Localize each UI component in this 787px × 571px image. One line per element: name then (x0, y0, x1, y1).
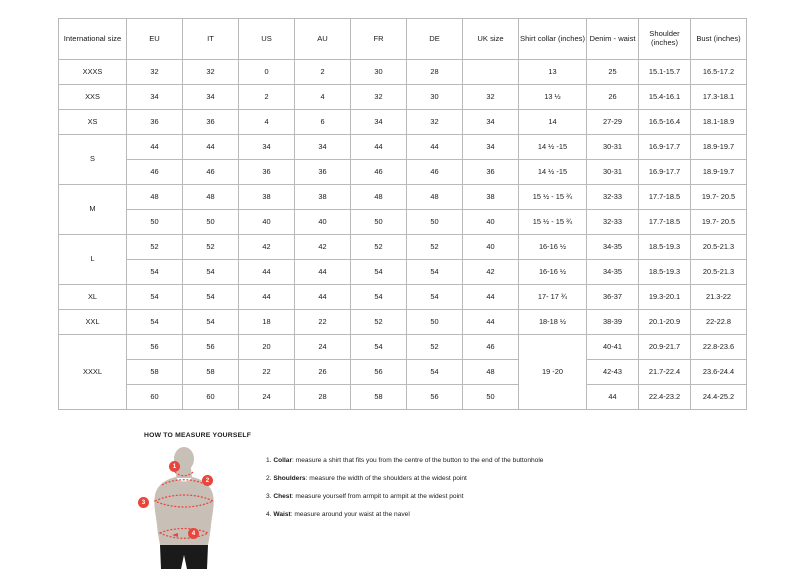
cell-bust: 17.3-18.1 (691, 85, 747, 110)
cell-shoulder: 17.7-18.5 (639, 210, 691, 235)
measurement-instructions-list (266, 445, 543, 529)
cell-shoulder: 17.7-18.5 (639, 185, 691, 210)
cell-fr: 44 (351, 135, 407, 160)
cell-de: 54 (407, 260, 463, 285)
cell-fr: 54 (351, 335, 407, 360)
cell-shirt-collar: 14 ½ -15 (519, 160, 587, 185)
cell-shoulder: 18.5-19.3 (639, 235, 691, 260)
cell-eu: 32 (127, 60, 183, 85)
cell-au: 28 (295, 385, 351, 410)
cell-shirt-collar: 16-16 ½ (519, 260, 587, 285)
cell-au: 24 (295, 335, 351, 360)
cell-international-size: L (59, 235, 127, 285)
cell-uk-size: 36 (463, 160, 519, 185)
cell-denim-waist: 34-35 (587, 260, 639, 285)
table-row (59, 135, 747, 160)
cell-eu: 44 (127, 135, 183, 160)
cell-it: 52 (183, 235, 239, 260)
cell-us: 36 (239, 160, 295, 185)
callout-marker-4: 4 (188, 528, 199, 539)
cell-uk-size: 40 (463, 235, 519, 260)
column-header-shirt-collar: Shirt collar (inches) (519, 19, 587, 60)
cell-fr: 56 (351, 360, 407, 385)
cell-de: 44 (407, 135, 463, 160)
torso-illustration-icon (144, 445, 254, 571)
cell-denim-waist: 42-43 (587, 360, 639, 385)
column-header-uk-size: UK size (463, 19, 519, 60)
table-header-row (59, 19, 747, 60)
cell-bust: 18.9-19.7 (691, 160, 747, 185)
column-header-au: AU (295, 19, 351, 60)
cell-eu: 50 (127, 210, 183, 235)
cell-shirt-collar: 17- 17 ¾ (519, 285, 587, 310)
cell-us: 38 (239, 185, 295, 210)
cell-fr: 54 (351, 260, 407, 285)
cell-fr: 30 (351, 60, 407, 85)
cell-uk-size: 34 (463, 135, 519, 160)
cell-denim-waist: 34-35 (587, 235, 639, 260)
cell-au: 44 (295, 260, 351, 285)
cell-au: 38 (295, 185, 351, 210)
cell-fr: 58 (351, 385, 407, 410)
cell-au: 42 (295, 235, 351, 260)
cell-us: 44 (239, 285, 295, 310)
table-row (59, 235, 747, 260)
cell-international-size: XXXS (59, 60, 127, 85)
callout-marker-3: 3 (138, 497, 149, 508)
cell-uk-size: 44 (463, 285, 519, 310)
cell-shoulder: 16.5-16.4 (639, 110, 691, 135)
cell-it: 44 (183, 135, 239, 160)
cell-fr: 46 (351, 160, 407, 185)
cell-de: 48 (407, 185, 463, 210)
cell-us: 20 (239, 335, 295, 360)
cell-shoulder: 21.7-22.4 (639, 360, 691, 385)
cell-international-size: XL (59, 285, 127, 310)
instruction-text: : measure around your waist at the navel (290, 510, 410, 518)
cell-uk-size: 34 (463, 110, 519, 135)
cell-de: 30 (407, 85, 463, 110)
cell-it: 56 (183, 335, 239, 360)
measurement-instruction (266, 475, 543, 484)
column-header-denim-waist: Denim - waist (587, 19, 639, 60)
cell-international-size: S (59, 135, 127, 185)
cell-it: 54 (183, 310, 239, 335)
column-header-us: US (239, 19, 295, 60)
instruction-text: : measure the width of the shoulders at the widest point (305, 474, 467, 482)
cell-bust: 22.8-23.6 (691, 335, 747, 360)
cell-shoulder: 18.5-19.3 (639, 260, 691, 285)
cell-it: 58 (183, 360, 239, 385)
cell-international-size: XXS (59, 85, 127, 110)
cell-uk-size: 50 (463, 385, 519, 410)
cell-denim-waist: 44 (587, 385, 639, 410)
cell-bust: 22-22.8 (691, 310, 747, 335)
cell-uk-size: 44 (463, 310, 519, 335)
cell-it: 32 (183, 60, 239, 85)
cell-shirt-collar: 13 ½ (519, 85, 587, 110)
instruction-term: Waist (273, 510, 291, 518)
cell-uk-size: 32 (463, 85, 519, 110)
cell-denim-waist: 30-31 (587, 135, 639, 160)
table-row (59, 260, 747, 285)
cell-au: 26 (295, 360, 351, 385)
cell-bust: 24.4-25.2 (691, 385, 747, 410)
cell-bust: 19.7- 20.5 (691, 185, 747, 210)
cell-au: 34 (295, 135, 351, 160)
instruction-term: Chest (273, 492, 292, 500)
cell-us: 22 (239, 360, 295, 385)
cell-de: 56 (407, 385, 463, 410)
cell-de: 50 (407, 210, 463, 235)
cell-fr: 52 (351, 310, 407, 335)
cell-us: 24 (239, 385, 295, 410)
cell-denim-waist: 27-29 (587, 110, 639, 135)
cell-shirt-collar: 15 ½ - 15 ¾ (519, 185, 587, 210)
cell-fr: 32 (351, 85, 407, 110)
column-header-it: IT (183, 19, 239, 60)
cell-international-size: XS (59, 110, 127, 135)
cell-shirt-collar: 16-16 ½ (519, 235, 587, 260)
cell-international-size: XXXL (59, 335, 127, 410)
cell-de: 52 (407, 235, 463, 260)
cell-it: 46 (183, 160, 239, 185)
cell-au: 2 (295, 60, 351, 85)
cell-it: 60 (183, 385, 239, 410)
table-body (59, 60, 747, 410)
instruction-text: : measure a shirt that fits you from the centre of the button to the end of the buttonhole (292, 457, 544, 464)
table-row (59, 160, 747, 185)
cell-shirt-collar: 13 (519, 60, 587, 85)
cell-us: 4 (239, 110, 295, 135)
cell-au: 6 (295, 110, 351, 135)
column-header-eu: EU (127, 19, 183, 60)
cell-it: 34 (183, 85, 239, 110)
callout-marker-1: 1 (169, 461, 180, 472)
how-to-measure-body (141, 445, 744, 571)
cell-us: 44 (239, 260, 295, 285)
table-row (59, 210, 747, 235)
cell-au: 40 (295, 210, 351, 235)
size-chart-container (58, 18, 741, 410)
table-row (59, 335, 747, 360)
cell-us: 2 (239, 85, 295, 110)
cell-us: 34 (239, 135, 295, 160)
cell-us: 40 (239, 210, 295, 235)
cell-shoulder: 16.9-17.7 (639, 160, 691, 185)
instruction-term: Collar (273, 457, 293, 464)
cell-denim-waist: 32-33 (587, 210, 639, 235)
table-row (59, 110, 747, 135)
cell-bust: 21.3-22 (691, 285, 747, 310)
cell-denim-waist: 32-33 (587, 185, 639, 210)
cell-de: 54 (407, 285, 463, 310)
measurement-instruction (266, 493, 543, 502)
cell-shoulder: 20.1-20.9 (639, 310, 691, 335)
table-row (59, 60, 747, 85)
cell-uk-size: 40 (463, 210, 519, 235)
table-header (59, 19, 747, 60)
how-to-measure-title: HOW TO MEASURE YOURSELF (144, 432, 252, 439)
cell-bust: 20.5-21.3 (691, 260, 747, 285)
column-header-bust: Bust (inches) (691, 19, 747, 60)
instruction-number: 1. (266, 457, 272, 464)
cell-au: 4 (295, 85, 351, 110)
table-row (59, 385, 747, 410)
cell-international-size: M (59, 185, 127, 235)
cell-bust: 23.6-24.4 (691, 360, 747, 385)
cell-shoulder: 19.3-20.1 (639, 285, 691, 310)
cell-eu: 48 (127, 185, 183, 210)
cell-it: 48 (183, 185, 239, 210)
cell-denim-waist: 40-41 (587, 335, 639, 360)
cell-au: 22 (295, 310, 351, 335)
cell-eu: 36 (127, 110, 183, 135)
size-chart-table (58, 18, 747, 410)
cell-eu: 34 (127, 85, 183, 110)
cell-us: 42 (239, 235, 295, 260)
cell-de: 52 (407, 335, 463, 360)
cell-bust: 18.1-18.9 (691, 110, 747, 135)
cell-eu: 54 (127, 285, 183, 310)
cell-shoulder: 22.4-23.2 (639, 385, 691, 410)
instruction-number: 4. (266, 510, 272, 518)
cell-shirt-collar: 19 -20 (519, 335, 587, 410)
cell-it: 54 (183, 285, 239, 310)
cell-shirt-collar: 15 ½ - 15 ¾ (519, 210, 587, 235)
cell-eu: 60 (127, 385, 183, 410)
cell-eu: 56 (127, 335, 183, 360)
cell-denim-waist: 38-39 (587, 310, 639, 335)
cell-uk-size: 46 (463, 335, 519, 360)
cell-de: 28 (407, 60, 463, 85)
instruction-text: : measure yourself from armpit to armpit at the widest point (291, 492, 464, 500)
cell-denim-waist: 30-31 (587, 160, 639, 185)
cell-eu: 46 (127, 160, 183, 185)
cell-shirt-collar: 18-18 ½ (519, 310, 587, 335)
table-row (59, 185, 747, 210)
cell-de: 46 (407, 160, 463, 185)
cell-de: 50 (407, 310, 463, 335)
cell-bust: 18.9-19.7 (691, 135, 747, 160)
cell-de: 54 (407, 360, 463, 385)
cell-us: 0 (239, 60, 295, 85)
instruction-number: 3. (266, 492, 272, 500)
cell-bust: 16.5-17.2 (691, 60, 747, 85)
cell-denim-waist: 26 (587, 85, 639, 110)
cell-uk-size (463, 60, 519, 85)
cell-eu: 58 (127, 360, 183, 385)
cell-denim-waist: 25 (587, 60, 639, 85)
cell-denim-waist: 36-37 (587, 285, 639, 310)
cell-international-size: XXL (59, 310, 127, 335)
table-row (59, 310, 747, 335)
cell-fr: 54 (351, 285, 407, 310)
cell-shoulder: 15.1-15.7 (639, 60, 691, 85)
cell-fr: 34 (351, 110, 407, 135)
cell-shirt-collar: 14 (519, 110, 587, 135)
cell-eu: 54 (127, 310, 183, 335)
cell-uk-size: 38 (463, 185, 519, 210)
column-header-international-size: International size (59, 19, 127, 60)
table-row (59, 285, 747, 310)
cell-shoulder: 16.9-17.7 (639, 135, 691, 160)
cell-fr: 48 (351, 185, 407, 210)
column-header-fr: FR (351, 19, 407, 60)
measurement-instruction (266, 457, 543, 466)
cell-bust: 19.7- 20.5 (691, 210, 747, 235)
how-to-measure-section (141, 432, 744, 571)
measurement-instruction (266, 511, 543, 520)
cell-au: 36 (295, 160, 351, 185)
cell-shirt-collar: 14 ½ -15 (519, 135, 587, 160)
measurement-figure (141, 445, 254, 571)
cell-uk-size: 48 (463, 360, 519, 385)
cell-au: 44 (295, 285, 351, 310)
table-row (59, 360, 747, 385)
cell-shoulder: 15.4-16.1 (639, 85, 691, 110)
column-header-shoulder: Shoulder (inches) (639, 19, 691, 60)
table-row (59, 85, 747, 110)
cell-eu: 54 (127, 260, 183, 285)
cell-fr: 50 (351, 210, 407, 235)
cell-it: 54 (183, 260, 239, 285)
cell-us: 18 (239, 310, 295, 335)
cell-de: 32 (407, 110, 463, 135)
cell-uk-size: 42 (463, 260, 519, 285)
cell-eu: 52 (127, 235, 183, 260)
cell-fr: 52 (351, 235, 407, 260)
callout-marker-2: 2 (202, 475, 213, 486)
cell-it: 36 (183, 110, 239, 135)
instruction-term: Shoulders (273, 474, 306, 482)
cell-shoulder: 20.9-21.7 (639, 335, 691, 360)
instruction-number: 2. (266, 474, 272, 482)
cell-it: 50 (183, 210, 239, 235)
column-header-de: DE (407, 19, 463, 60)
cell-bust: 20.5-21.3 (691, 235, 747, 260)
